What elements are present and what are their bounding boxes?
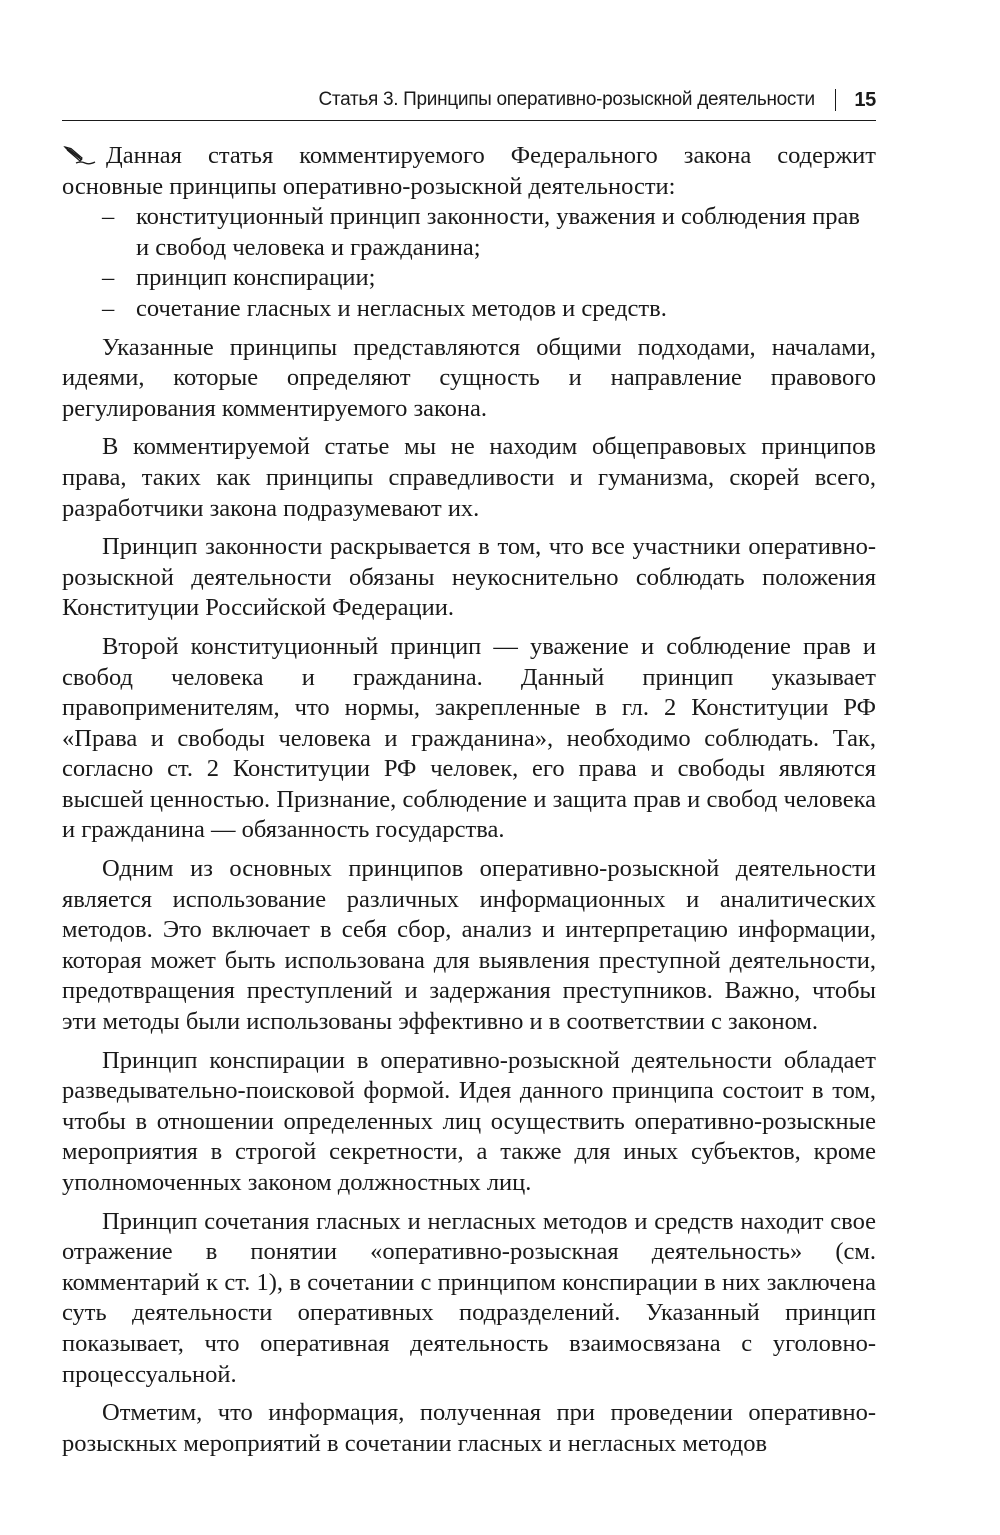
paragraph: Указанные принципы представляются общими подходами, началами, идеями, которые определяют сущность и направление правового регулирования комментируемого закона. xyxy=(62,333,876,422)
list-item xyxy=(62,294,876,325)
list-marker: – xyxy=(102,203,115,231)
body-text xyxy=(62,141,876,1459)
running-title: Статья 3. Принципы оперативно-розыскной деятельности xyxy=(318,89,815,110)
paragraph: Принцип сочетания гласных и негласных методов и средств находит свое отражение в понятии «оперативно-розыскная деятельность» (см. комментарий к ст. 1), в сочетании с принципом конспирации в них заключена суть деятельности оперативных подразделений. Указанный принцип показывает, что оперативная деятельность взаимосвязана с уголовно-процессуальной. xyxy=(62,1207,876,1388)
running-header xyxy=(319,86,876,114)
list-marker: – xyxy=(102,264,115,292)
pen-writing-icon xyxy=(62,144,96,166)
list-marker: – xyxy=(102,294,115,322)
paragraph: Второй конституционный принцип — уважение и соблюдение прав и свобод человека и гражданина. Данный принцип указывает правоприменителям, что нормы, закрепленные в гл. 2 Конституции РФ «Права и свободы человека и гражданина», необходимо соблюдать. Так, согласно ст. 2 Конституции РФ человек, его права и свободы являются высшей ценностью. Признание, соблюдение и защита прав и свобод человека и гражданина — обязанность государства. xyxy=(62,632,876,844)
header-rule xyxy=(62,120,876,121)
list-item xyxy=(62,202,876,263)
paragraph: Принцип законности раскрывается в том, что все участники оперативно-розыскной деятельности обязаны неукоснительно соблюдать положения Конституции Российской Федерации. xyxy=(62,533,876,622)
intro-paragraph xyxy=(62,141,876,202)
paragraph: Одним из основных принципов оперативно-розыскной деятельности является использование различных информационных и аналитических методов. Это включает в себя сбор, анализ и интерпретацию информации, которая может быть использована для выявления преступной деятельности, предотвращения преступлений и задержания преступников. Важно, чтобы эти методы были использованы эффективно и в соответствии с законом. xyxy=(62,855,876,1036)
page-number: 15 xyxy=(854,88,876,111)
list-item-text: принцип конспирации; xyxy=(136,264,376,292)
header-separator xyxy=(835,89,837,111)
paragraph: Отметим, что информация, полученная при проведении оперативно-розыскных мероприятий в сочетании гласных и негласных методов xyxy=(62,1399,876,1457)
list-item xyxy=(62,263,876,294)
list-item-text: сочетание гласных и негласных методов и средств. xyxy=(136,294,667,322)
paragraph: В комментируемой статье мы не находим общеправовых принципов права, таких как принципы справедливости и гуманизма, скорей всего, разработчики закона подразумевают их. xyxy=(62,433,876,522)
paragraph: Принцип конспирации в оперативно-розыскной деятельности обладает разведывательно-поисковой формой. Идея данного принципа состоит в том, чтобы в отношении определенных лиц осуществить оперативно-розыскные мероприятия в строгой секретности, а также для иных субъектов, кроме уполномоченных законом должностных лиц. xyxy=(62,1046,876,1196)
list-item-text: конституционный принцип законности, уважения и соблюдения прав и свобод человека и гражданина; xyxy=(136,203,860,261)
principles-list xyxy=(62,202,876,324)
intro-text: Данная статья комментируемого Федерального закона содержит основные принципы оперативно-розыскной деятельности: xyxy=(62,142,876,200)
